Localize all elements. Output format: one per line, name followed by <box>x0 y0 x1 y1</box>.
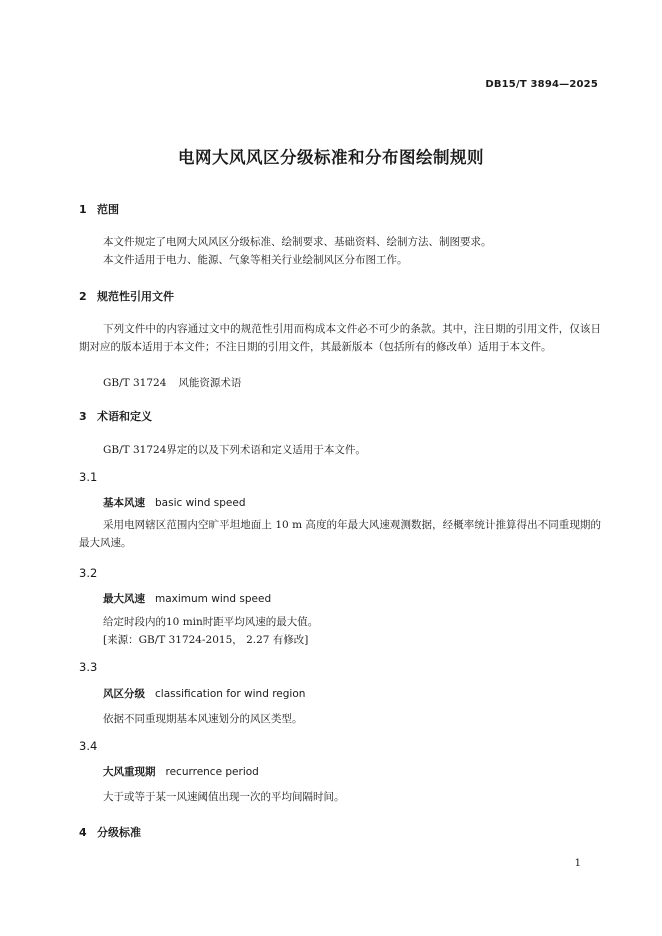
term-english: maximum wind speed <box>155 593 272 605</box>
section-number: 3 <box>79 410 87 423</box>
section-number: 2 <box>79 290 87 303</box>
subsection-number: 3.4 <box>79 739 98 753</box>
paragraph: GB/T 31724界定的以及下列术语和定义适用于本文件。 <box>103 444 366 456</box>
term-entry <box>103 495 245 510</box>
page-number: 1 <box>574 858 581 869</box>
term-definition: 采用电网辖区范围内空旷平坦地面上 10 m 高度的年最大风速观测数据，经概率统计推算得出不同重现期的最大风速。 <box>79 519 601 549</box>
section-title: 规范性引用文件 <box>97 290 174 303</box>
paragraph: 下列文件中的内容通过文中的规范性引用而构成本文件必不可少的条款。其中，注日期的引用文件，仅该日期对应的版本适用于本文件；不注日期的引用文件，其最新版本（包括所有的修改单）适用于本文件。 <box>79 323 601 353</box>
term-english: classification for wind region <box>155 688 306 700</box>
subsection-number: 3.1 <box>79 470 98 484</box>
section-title: 范围 <box>97 203 119 216</box>
paragraph: 本文件规定了电网大风风区分级标准、绘制要求、基础资料、绘制方法、制图要求。 <box>103 236 492 248</box>
section-number: 1 <box>79 203 87 216</box>
term-definition: 给定时段内的10 min时距平均风速的最大值。 <box>103 616 319 628</box>
normative-reference <box>103 375 241 390</box>
term-definition: 依据不同重现期基本风速划分的风区类型。 <box>103 713 303 725</box>
term-entry <box>103 764 259 779</box>
paragraph: 本文件适用于电力、能源、气象等相关行业绘制风区分布图工作。 <box>103 254 408 266</box>
section-4-heading <box>79 824 141 840</box>
term-entry <box>103 591 271 606</box>
term-entry <box>103 686 305 701</box>
reference-name: 风能资源术语 <box>178 377 242 389</box>
term-english: basic wind speed <box>155 497 246 509</box>
term-chinese: 风区分级 <box>103 688 145 700</box>
reference-code: GB/T 31724 <box>103 377 167 389</box>
section-1-heading <box>79 201 119 217</box>
term-source: [来源：GB/T 31724-2015， 2.27 有修改] <box>103 634 309 646</box>
standard-number: DB15/T 3894—2025 <box>485 79 598 90</box>
term-chinese: 最大风速 <box>103 593 145 605</box>
subsection-number: 3.2 <box>79 566 98 580</box>
term-chinese: 大风重现期 <box>103 766 156 778</box>
section-title: 分级标准 <box>97 826 141 839</box>
page-title: 电网大风风区分级标准和分布图绘制规则 <box>178 148 484 167</box>
term-definition: 大于或等于某一风速阈值出现一次的平均间隔时间。 <box>103 791 345 803</box>
subsection-number: 3.3 <box>79 660 98 674</box>
section-number: 4 <box>79 826 87 839</box>
section-title: 术语和定义 <box>97 410 152 423</box>
section-3-heading <box>79 408 152 424</box>
term-chinese: 基本风速 <box>103 497 145 509</box>
term-english: recurrence period <box>165 766 259 778</box>
section-2-heading <box>79 288 174 304</box>
